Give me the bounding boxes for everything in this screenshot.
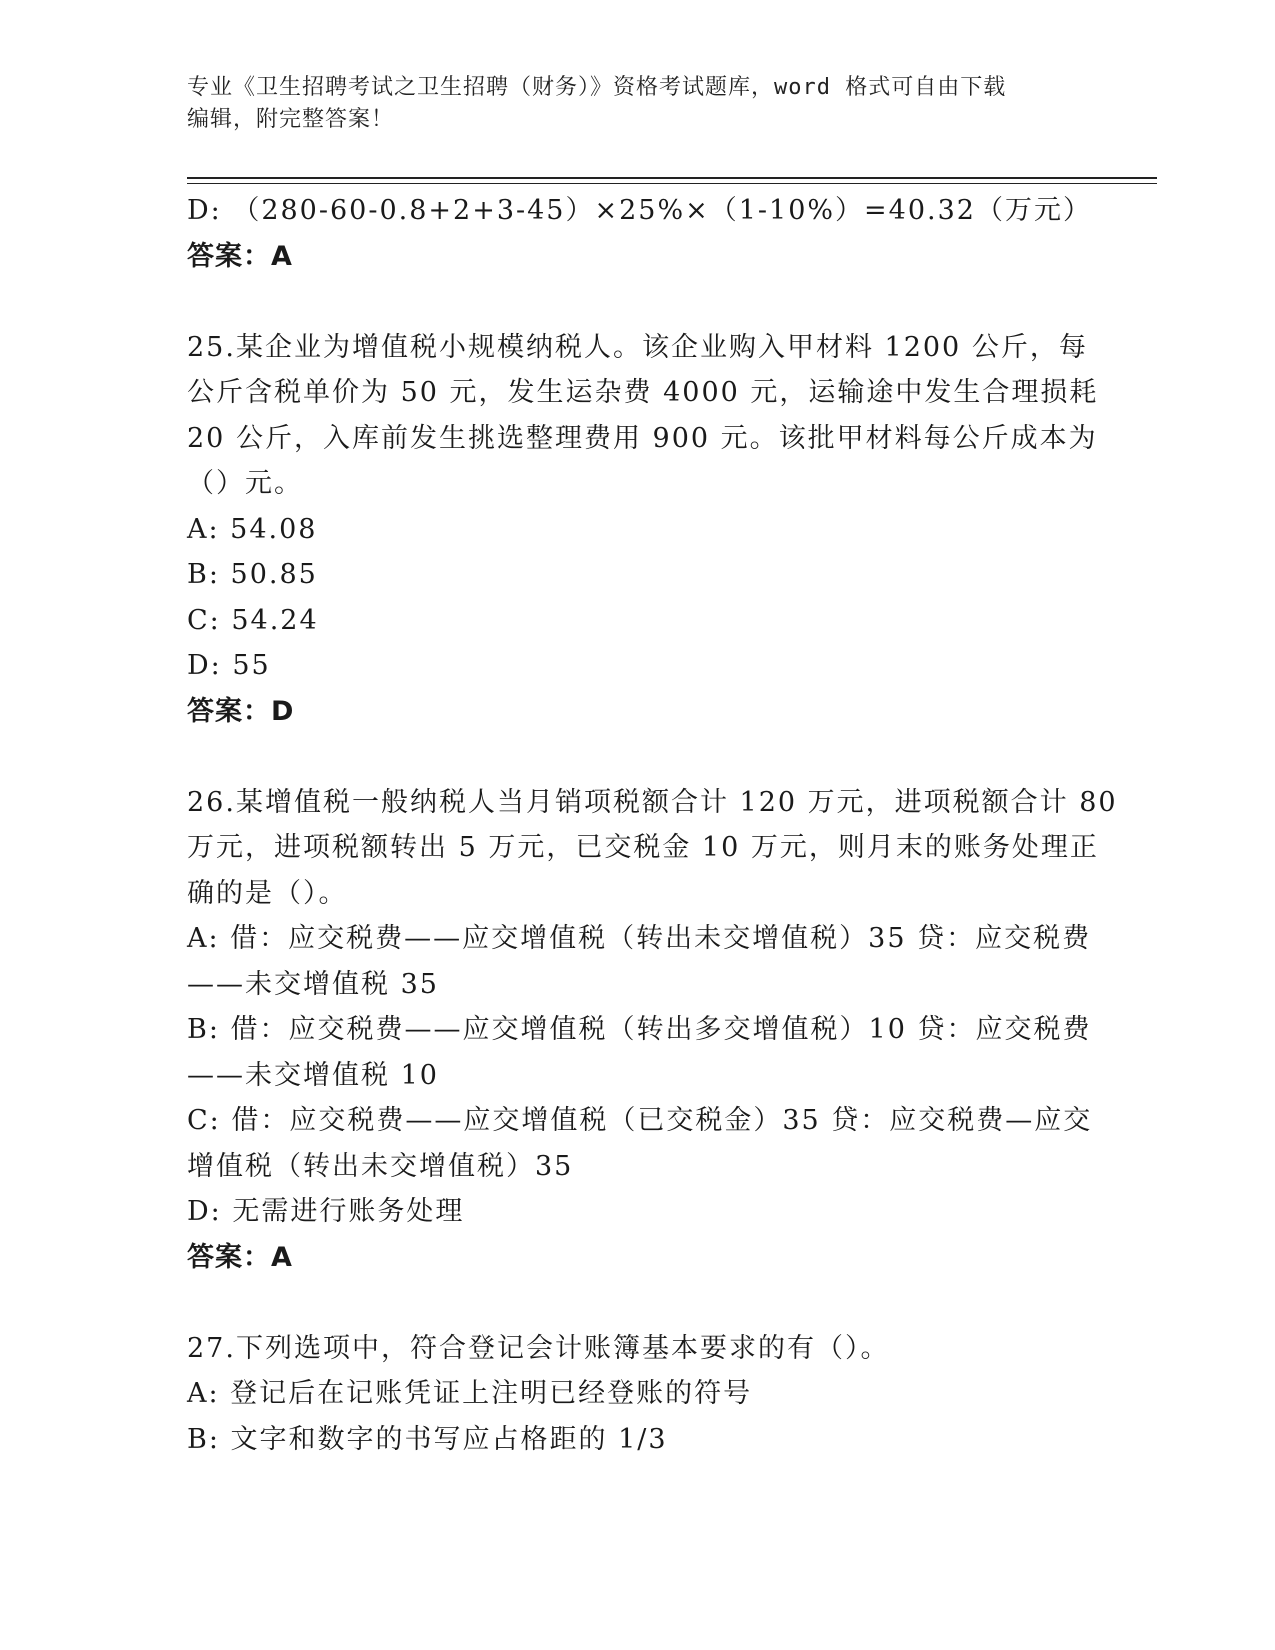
header-divider-thick bbox=[187, 177, 1157, 179]
q26-stem-line-2: 万元，进项税额转出 5 万元，已交税金 10 万元，则月末的账务处理正 bbox=[187, 832, 1099, 863]
q25-option-d: D: 55 bbox=[187, 650, 271, 681]
prev-answer: 答案：A bbox=[187, 240, 293, 272]
q25-answer: 答案：D bbox=[187, 695, 295, 727]
question-26 bbox=[187, 780, 1118, 1281]
question-27 bbox=[187, 1326, 1087, 1463]
q25-option-c: C: 54.24 bbox=[187, 604, 319, 636]
q26-option-b-cont: ——未交增值税 10 bbox=[187, 1059, 439, 1091]
q26-answer: 答案：A bbox=[187, 1241, 293, 1273]
q25-stem-line-3: 20 公斤，入库前发生挑选整理费用 900 元。该批甲材料每公斤成本为 bbox=[187, 422, 1098, 454]
header-line-1: 专业《卫生招聘考试之卫生招聘（财务）》资格考试题库，word 格式可自由下载 bbox=[187, 75, 1007, 100]
q26-option-a-cont: ——未交增值税 35 bbox=[187, 968, 439, 1000]
q26-option-c-cont: 增值税（转出未交增值税）35 bbox=[187, 1150, 574, 1182]
spacer bbox=[187, 279, 1087, 325]
q26-option-b: B: 借：应交税费——应交增值税（转出多交增值税）10 贷：应交税费 bbox=[187, 1014, 1092, 1045]
q26-option-d: D: 无需进行账务处理 bbox=[187, 1196, 465, 1227]
q25-option-b: B: 50.85 bbox=[187, 559, 318, 590]
q26-stem-line-3: 确的是（）。 bbox=[187, 877, 348, 909]
q27-stem-line-1: 27.下列选项中，符合登记会计账簿基本要求的有（）。 bbox=[187, 1332, 890, 1364]
q27-option-a: A: 登记后在记账凭证上注明已经登账的符号 bbox=[187, 1378, 753, 1409]
header-divider-thin bbox=[187, 183, 1157, 184]
question-25 bbox=[187, 325, 1099, 735]
prev-option-d: D: （280-60-0.8+2+3-45）×25%×（1-10%）=40.32（万元） bbox=[187, 195, 1092, 226]
q26-option-c: C: 借：应交税费——应交增值税（已交税金）35 贷：应交税费—应交 bbox=[187, 1105, 1093, 1136]
q27-option-b: B: 文字和数字的书写应占格距的 1/3 bbox=[187, 1423, 668, 1455]
spacer bbox=[187, 1280, 1087, 1326]
q25-stem-line-1: 25.某企业为增值税小规模纳税人。该企业购入甲材料 1200 公斤，每 bbox=[187, 331, 1088, 363]
q25-stem-line-4: （）元。 bbox=[187, 468, 303, 499]
header-line-2: 编辑，附完整答案！ bbox=[187, 107, 395, 132]
q25-stem-line-2: 公斤含税单价为 50 元，发生运杂费 4000 元，运输途中发生合理损耗 bbox=[187, 377, 1099, 408]
question-content bbox=[187, 188, 1118, 1462]
q25-option-a: A: 54.08 bbox=[187, 513, 318, 545]
page-header bbox=[187, 72, 1067, 136]
q26-option-a: A: 借：应交税费——应交增值税（转出未交增值税）35 贷：应交税费 bbox=[187, 923, 1092, 954]
q26-stem-line-1: 26.某增值税一般纳税人当月销项税额合计 120 万元，进项税额合计 80 bbox=[187, 786, 1118, 818]
spacer bbox=[187, 734, 1087, 780]
